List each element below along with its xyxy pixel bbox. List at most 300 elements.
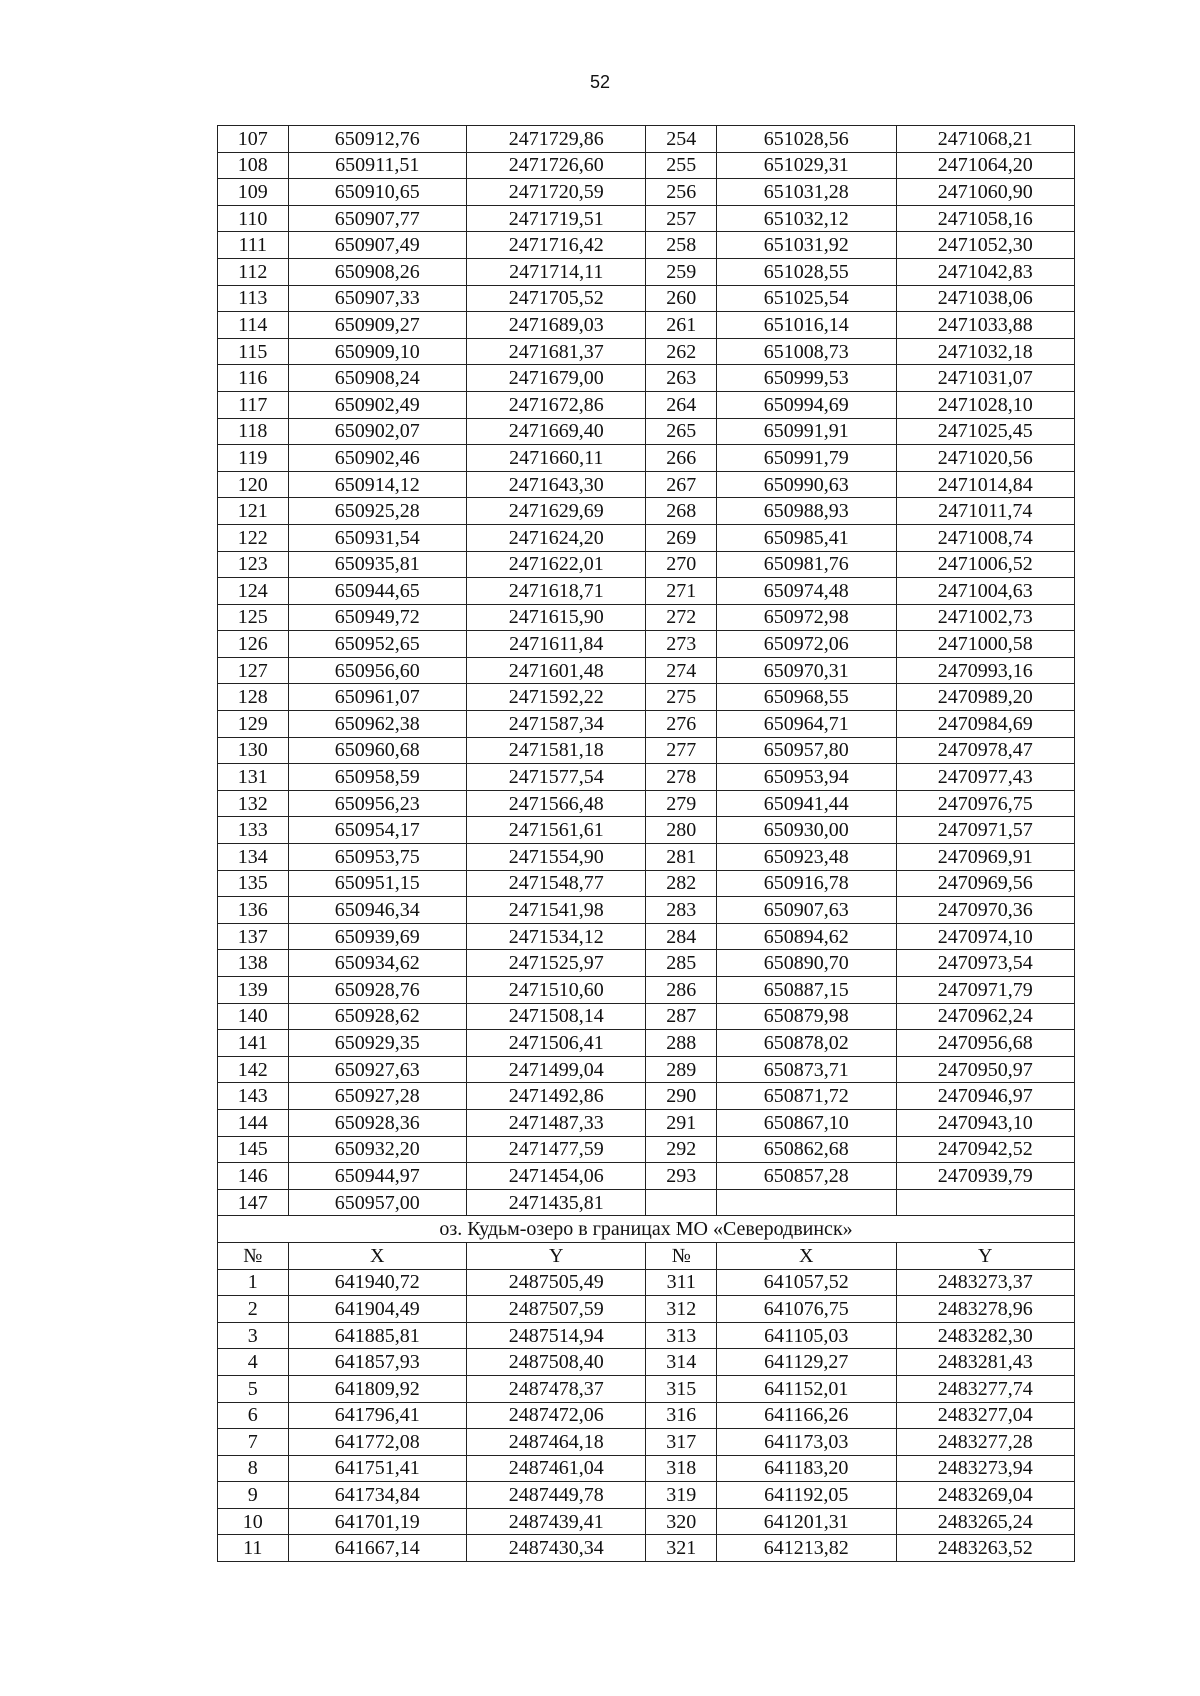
table-row — [218, 471, 1075, 498]
x-coordinate-cell: 650974,48 — [717, 578, 896, 605]
section-title: оз. Кудьм-озеро в границах МО «Северодвинск» — [218, 1216, 1075, 1243]
y-coordinate-cell: 2471006,52 — [896, 551, 1074, 578]
table-row — [218, 977, 1075, 1004]
point-number-cell: 11 — [218, 1535, 289, 1562]
table-row — [218, 1455, 1075, 1482]
y-coordinate-cell: 2483273,37 — [896, 1269, 1074, 1296]
y-coordinate-cell: 2471038,06 — [896, 285, 1074, 312]
table-row — [218, 923, 1075, 950]
y-coordinate-cell: 2471611,84 — [467, 631, 646, 658]
point-number-cell: 316 — [646, 1402, 717, 1429]
point-number-cell: 260 — [646, 285, 717, 312]
header-number-cell: № — [646, 1242, 717, 1269]
point-number-cell: 258 — [646, 232, 717, 259]
y-coordinate-cell: 2471669,40 — [467, 418, 646, 445]
x-coordinate-cell: 650961,07 — [288, 684, 466, 711]
x-coordinate-cell: 650970,31 — [717, 657, 896, 684]
x-coordinate-cell: 651029,31 — [717, 152, 896, 179]
x-coordinate-cell: 650878,02 — [717, 1030, 896, 1057]
y-coordinate-cell: 2483265,24 — [896, 1508, 1074, 1535]
y-coordinate-cell: 2487430,34 — [467, 1535, 646, 1562]
y-coordinate-cell: 2471716,42 — [467, 232, 646, 259]
x-coordinate-cell: 650968,55 — [717, 684, 896, 711]
x-coordinate-cell: 641885,81 — [288, 1322, 466, 1349]
table-row — [218, 418, 1075, 445]
y-coordinate-cell: 2483277,28 — [896, 1429, 1074, 1456]
table-row — [218, 498, 1075, 525]
y-coordinate-cell: 2471729,86 — [467, 126, 646, 153]
table-row — [218, 790, 1075, 817]
point-number-cell: 142 — [218, 1056, 289, 1083]
point-number-cell: 111 — [218, 232, 289, 259]
x-coordinate-cell: 650914,12 — [288, 471, 466, 498]
table-row — [218, 1136, 1075, 1163]
y-coordinate-cell: 2483277,04 — [896, 1402, 1074, 1429]
point-number-cell: 277 — [646, 737, 717, 764]
point-number-cell: 126 — [218, 631, 289, 658]
y-coordinate-cell: 2471577,54 — [467, 764, 646, 791]
x-coordinate-cell: 650902,46 — [288, 445, 466, 472]
point-number-cell: 136 — [218, 897, 289, 924]
section2-header-row — [218, 1242, 1075, 1269]
point-number-cell: 6 — [218, 1402, 289, 1429]
y-coordinate-cell: 2471454,06 — [467, 1163, 646, 1190]
y-coordinate-cell: 2470939,79 — [896, 1163, 1074, 1190]
table-row — [218, 365, 1075, 392]
x-coordinate-cell: 650907,33 — [288, 285, 466, 312]
point-number-cell: 273 — [646, 631, 717, 658]
table-row — [218, 764, 1075, 791]
table-row — [218, 737, 1075, 764]
x-coordinate-cell: 650953,94 — [717, 764, 896, 791]
x-coordinate-cell: 651028,55 — [717, 258, 896, 285]
y-coordinate-cell: 2471720,59 — [467, 179, 646, 206]
y-coordinate-cell: 2487464,18 — [467, 1429, 646, 1456]
x-coordinate-cell: 650972,98 — [717, 604, 896, 631]
point-number-cell: 120 — [218, 471, 289, 498]
y-coordinate-cell: 2471679,00 — [467, 365, 646, 392]
y-coordinate-cell: 2471618,71 — [467, 578, 646, 605]
y-coordinate-cell: 2483282,30 — [896, 1322, 1074, 1349]
y-coordinate-cell: 2487472,06 — [467, 1402, 646, 1429]
x-coordinate-cell: 651008,73 — [717, 338, 896, 365]
y-coordinate-cell: 2471020,56 — [896, 445, 1074, 472]
x-coordinate-cell: 650894,62 — [717, 923, 896, 950]
x-coordinate-cell: 650962,38 — [288, 711, 466, 738]
point-number-cell: 3 — [218, 1322, 289, 1349]
x-coordinate-cell: 650956,23 — [288, 790, 466, 817]
section1-body — [218, 126, 1075, 1216]
x-coordinate-cell: 650988,93 — [717, 498, 896, 525]
y-coordinate-cell: 2470971,57 — [896, 817, 1074, 844]
y-coordinate-cell: 2471011,74 — [896, 498, 1074, 525]
x-coordinate-cell: 641940,72 — [288, 1269, 466, 1296]
x-coordinate-cell: 650991,91 — [717, 418, 896, 445]
y-coordinate-cell: 2470974,10 — [896, 923, 1074, 950]
x-coordinate-cell: 650928,36 — [288, 1109, 466, 1136]
table-row — [218, 179, 1075, 206]
y-coordinate-cell: 2471714,11 — [467, 258, 646, 285]
x-coordinate-cell: 650944,97 — [288, 1163, 466, 1190]
header-number-cell: № — [218, 1242, 289, 1269]
y-coordinate-cell: 2471508,14 — [467, 1003, 646, 1030]
y-coordinate-cell: 2471643,30 — [467, 471, 646, 498]
point-number-cell: 127 — [218, 657, 289, 684]
y-coordinate-cell: 2483281,43 — [896, 1349, 1074, 1376]
point-number-cell: 114 — [218, 312, 289, 339]
x-coordinate-cell: 651016,14 — [717, 312, 896, 339]
table-row — [218, 1535, 1075, 1562]
x-coordinate-cell: 650985,41 — [717, 524, 896, 551]
y-coordinate-cell: 2471000,58 — [896, 631, 1074, 658]
y-coordinate-cell: 2471534,12 — [467, 923, 646, 950]
x-coordinate-cell: 651028,56 — [717, 126, 896, 153]
x-coordinate-cell: 650927,63 — [288, 1056, 466, 1083]
y-coordinate-cell: 2470984,69 — [896, 711, 1074, 738]
x-coordinate-cell: 641129,27 — [717, 1349, 896, 1376]
point-number-cell: 278 — [646, 764, 717, 791]
x-coordinate-cell: 650927,28 — [288, 1083, 466, 1110]
x-coordinate-cell: 641667,14 — [288, 1535, 466, 1562]
point-number-cell: 311 — [646, 1269, 717, 1296]
x-coordinate-cell: 650873,71 — [717, 1056, 896, 1083]
x-coordinate-cell: 650972,06 — [717, 631, 896, 658]
table-row — [218, 897, 1075, 924]
x-coordinate-cell: 650907,63 — [717, 897, 896, 924]
x-coordinate-cell: 641751,41 — [288, 1455, 466, 1482]
y-coordinate-cell: 2471660,11 — [467, 445, 646, 472]
x-coordinate-cell: 650999,53 — [717, 365, 896, 392]
y-coordinate-cell: 2471581,18 — [467, 737, 646, 764]
y-coordinate-cell: 2470962,24 — [896, 1003, 1074, 1030]
point-number-cell: 117 — [218, 391, 289, 418]
point-number-cell: 314 — [646, 1349, 717, 1376]
point-number-cell: 109 — [218, 179, 289, 206]
x-coordinate-cell: 650931,54 — [288, 524, 466, 551]
point-number-cell: 123 — [218, 551, 289, 578]
table-row — [218, 205, 1075, 232]
x-coordinate-cell: 651032,12 — [717, 205, 896, 232]
point-number-cell: 134 — [218, 844, 289, 871]
y-coordinate-cell: 2471060,90 — [896, 179, 1074, 206]
x-coordinate-cell: 650954,17 — [288, 817, 466, 844]
table-row — [218, 551, 1075, 578]
point-number-cell: 254 — [646, 126, 717, 153]
x-coordinate-cell: 650928,76 — [288, 977, 466, 1004]
x-coordinate-cell: 650960,68 — [288, 737, 466, 764]
table-row — [218, 870, 1075, 897]
x-coordinate-cell: 650857,28 — [717, 1163, 896, 1190]
x-coordinate-cell: 650946,34 — [288, 897, 466, 924]
y-coordinate-cell: 2471068,21 — [896, 126, 1074, 153]
y-coordinate-cell: 2471548,77 — [467, 870, 646, 897]
point-number-cell: 129 — [218, 711, 289, 738]
point-number-cell: 2 — [218, 1296, 289, 1323]
y-coordinate-cell: 2487505,49 — [467, 1269, 646, 1296]
x-coordinate-cell: 650902,07 — [288, 418, 466, 445]
x-coordinate-cell: 650923,48 — [717, 844, 896, 871]
x-coordinate-cell: 641192,05 — [717, 1482, 896, 1509]
y-coordinate-cell: 2471031,07 — [896, 365, 1074, 392]
y-coordinate-cell: 2470946,97 — [896, 1083, 1074, 1110]
table-row — [218, 1375, 1075, 1402]
header-y-cell: Y — [467, 1242, 646, 1269]
point-number-cell: 319 — [646, 1482, 717, 1509]
y-coordinate-cell: 2471592,22 — [467, 684, 646, 711]
point-number-cell: 139 — [218, 977, 289, 1004]
y-coordinate-cell: 2471624,20 — [467, 524, 646, 551]
header-x-cell: X — [288, 1242, 466, 1269]
x-coordinate-cell: 641201,31 — [717, 1508, 896, 1535]
y-coordinate-cell: 2471689,03 — [467, 312, 646, 339]
y-coordinate-cell: 2470973,54 — [896, 950, 1074, 977]
point-number-cell: 261 — [646, 312, 717, 339]
point-number-cell: 315 — [646, 1375, 717, 1402]
x-coordinate-cell: 650939,69 — [288, 923, 466, 950]
point-number-cell: 282 — [646, 870, 717, 897]
x-coordinate-cell: 650932,20 — [288, 1136, 466, 1163]
table-row — [218, 1189, 1075, 1216]
point-number-cell: 1 — [218, 1269, 289, 1296]
y-coordinate-cell: 2470969,91 — [896, 844, 1074, 871]
y-coordinate-cell: 2487449,78 — [467, 1482, 646, 1509]
x-coordinate-cell: 650887,15 — [717, 977, 896, 1004]
y-coordinate-cell: 2487478,37 — [467, 1375, 646, 1402]
point-number-cell: 267 — [646, 471, 717, 498]
x-coordinate-cell: 650981,76 — [717, 551, 896, 578]
table-row — [218, 152, 1075, 179]
y-coordinate-cell: 2487514,94 — [467, 1322, 646, 1349]
point-number-cell: 257 — [646, 205, 717, 232]
x-coordinate-cell: 641057,52 — [717, 1269, 896, 1296]
point-number-cell: 113 — [218, 285, 289, 312]
x-coordinate-cell: 651025,54 — [717, 285, 896, 312]
point-number-cell: 274 — [646, 657, 717, 684]
point-number-cell: 132 — [218, 790, 289, 817]
table-row — [218, 844, 1075, 871]
y-coordinate-cell: 2487508,40 — [467, 1349, 646, 1376]
table-row — [218, 126, 1075, 153]
point-number-cell: 265 — [646, 418, 717, 445]
y-coordinate-cell: 2487461,04 — [467, 1455, 646, 1482]
point-number-cell: 284 — [646, 923, 717, 950]
x-coordinate-cell: 650910,65 — [288, 179, 466, 206]
x-coordinate-cell: 650964,71 — [717, 711, 896, 738]
x-coordinate-cell: 650934,62 — [288, 950, 466, 977]
point-number-cell: 10 — [218, 1508, 289, 1535]
x-coordinate-cell: 650908,26 — [288, 258, 466, 285]
y-coordinate-cell: 2471541,98 — [467, 897, 646, 924]
table-row — [218, 391, 1075, 418]
point-number-cell: 138 — [218, 950, 289, 977]
x-coordinate-cell: 641183,20 — [717, 1455, 896, 1482]
x-coordinate-cell: 651031,92 — [717, 232, 896, 259]
point-number-cell: 9 — [218, 1482, 289, 1509]
y-coordinate-cell: 2471566,48 — [467, 790, 646, 817]
y-coordinate-cell: 2471052,30 — [896, 232, 1074, 259]
y-coordinate-cell: 2471487,33 — [467, 1109, 646, 1136]
x-coordinate-cell: 650944,65 — [288, 578, 466, 605]
x-coordinate-cell: 650907,49 — [288, 232, 466, 259]
y-coordinate-cell: 2470977,43 — [896, 764, 1074, 791]
y-coordinate-cell — [896, 1189, 1074, 1216]
point-number-cell: 266 — [646, 445, 717, 472]
y-coordinate-cell: 2471510,60 — [467, 977, 646, 1004]
point-number-cell: 269 — [646, 524, 717, 551]
point-number-cell: 4 — [218, 1349, 289, 1376]
point-number-cell: 131 — [218, 764, 289, 791]
point-number-cell: 115 — [218, 338, 289, 365]
point-number-cell: 146 — [218, 1163, 289, 1190]
y-coordinate-cell: 2470956,68 — [896, 1030, 1074, 1057]
x-coordinate-cell: 651031,28 — [717, 179, 896, 206]
table-row — [218, 285, 1075, 312]
x-coordinate-cell: 650907,77 — [288, 205, 466, 232]
table-row — [218, 445, 1075, 472]
y-coordinate-cell: 2483273,94 — [896, 1455, 1074, 1482]
point-number-cell: 140 — [218, 1003, 289, 1030]
x-coordinate-cell: 650957,00 — [288, 1189, 466, 1216]
y-coordinate-cell: 2470970,36 — [896, 897, 1074, 924]
y-coordinate-cell: 2470969,56 — [896, 870, 1074, 897]
point-number-cell: 262 — [646, 338, 717, 365]
point-number-cell: 119 — [218, 445, 289, 472]
x-coordinate-cell: 641173,03 — [717, 1429, 896, 1456]
y-coordinate-cell: 2483263,52 — [896, 1535, 1074, 1562]
section2-title-row — [218, 1216, 1075, 1243]
y-coordinate-cell: 2470943,10 — [896, 1109, 1074, 1136]
point-number-cell: 276 — [646, 711, 717, 738]
y-coordinate-cell: 2470976,75 — [896, 790, 1074, 817]
y-coordinate-cell: 2471506,41 — [467, 1030, 646, 1057]
point-number-cell: 283 — [646, 897, 717, 924]
table-row — [218, 578, 1075, 605]
y-coordinate-cell: 2471064,20 — [896, 152, 1074, 179]
table-row — [218, 1296, 1075, 1323]
point-number-cell: 256 — [646, 179, 717, 206]
table-row — [218, 1322, 1075, 1349]
table-row — [218, 338, 1075, 365]
point-number-cell: 143 — [218, 1083, 289, 1110]
y-coordinate-cell: 2471622,01 — [467, 551, 646, 578]
table-row — [218, 604, 1075, 631]
x-coordinate-cell: 650949,72 — [288, 604, 466, 631]
point-number-cell: 289 — [646, 1056, 717, 1083]
x-coordinate-cell: 650909,27 — [288, 312, 466, 339]
table-row — [218, 1429, 1075, 1456]
point-number-cell: 275 — [646, 684, 717, 711]
x-coordinate-cell: 650871,72 — [717, 1083, 896, 1110]
y-coordinate-cell: 2483277,74 — [896, 1375, 1074, 1402]
point-number-cell: 121 — [218, 498, 289, 525]
x-coordinate-cell: 650941,44 — [717, 790, 896, 817]
y-coordinate-cell: 2470971,79 — [896, 977, 1074, 1004]
x-coordinate-cell: 650928,62 — [288, 1003, 466, 1030]
y-coordinate-cell: 2471033,88 — [896, 312, 1074, 339]
point-number-cell: 7 — [218, 1429, 289, 1456]
x-coordinate-cell: 641772,08 — [288, 1429, 466, 1456]
point-number-cell: 8 — [218, 1455, 289, 1482]
point-number-cell: 5 — [218, 1375, 289, 1402]
x-coordinate-cell: 650912,76 — [288, 126, 466, 153]
point-number-cell: 279 — [646, 790, 717, 817]
point-number-cell: 122 — [218, 524, 289, 551]
table-row — [218, 1269, 1075, 1296]
y-coordinate-cell: 2471028,10 — [896, 391, 1074, 418]
x-coordinate-cell: 650890,70 — [717, 950, 896, 977]
y-coordinate-cell: 2471615,90 — [467, 604, 646, 631]
y-coordinate-cell: 2471004,63 — [896, 578, 1074, 605]
table-row — [218, 524, 1075, 551]
y-coordinate-cell: 2471726,60 — [467, 152, 646, 179]
table-row — [218, 684, 1075, 711]
point-number-cell: 290 — [646, 1083, 717, 1110]
x-coordinate-cell: 650909,10 — [288, 338, 466, 365]
point-number-cell: 116 — [218, 365, 289, 392]
x-coordinate-cell: 641734,84 — [288, 1482, 466, 1509]
x-coordinate-cell: 650911,51 — [288, 152, 466, 179]
y-coordinate-cell: 2471681,37 — [467, 338, 646, 365]
y-coordinate-cell: 2470950,97 — [896, 1056, 1074, 1083]
x-coordinate-cell: 641701,19 — [288, 1508, 466, 1535]
point-number-cell: 125 — [218, 604, 289, 631]
point-number-cell: 318 — [646, 1455, 717, 1482]
y-coordinate-cell: 2471435,81 — [467, 1189, 646, 1216]
table-row — [218, 258, 1075, 285]
x-coordinate-cell: 650952,65 — [288, 631, 466, 658]
point-number-cell: 287 — [646, 1003, 717, 1030]
point-number-cell: 133 — [218, 817, 289, 844]
table-row — [218, 1056, 1075, 1083]
point-number-cell — [646, 1189, 717, 1216]
x-coordinate-cell: 641857,93 — [288, 1349, 466, 1376]
table-row — [218, 711, 1075, 738]
x-coordinate-cell: 650956,60 — [288, 657, 466, 684]
point-number-cell: 285 — [646, 950, 717, 977]
point-number-cell: 135 — [218, 870, 289, 897]
y-coordinate-cell: 2483278,96 — [896, 1296, 1074, 1323]
y-coordinate-cell: 2483269,04 — [896, 1482, 1074, 1509]
y-coordinate-cell: 2471601,48 — [467, 657, 646, 684]
x-coordinate-cell: 650957,80 — [717, 737, 896, 764]
y-coordinate-cell: 2470978,47 — [896, 737, 1074, 764]
point-number-cell: 288 — [646, 1030, 717, 1057]
x-coordinate-cell: 641796,41 — [288, 1402, 466, 1429]
x-coordinate-cell: 641904,49 — [288, 1296, 466, 1323]
y-coordinate-cell: 2471032,18 — [896, 338, 1074, 365]
table-row — [218, 817, 1075, 844]
point-number-cell: 145 — [218, 1136, 289, 1163]
y-coordinate-cell: 2471525,97 — [467, 950, 646, 977]
table-row — [218, 312, 1075, 339]
coordinates-table — [217, 125, 1075, 1562]
y-coordinate-cell: 2471554,90 — [467, 844, 646, 871]
x-coordinate-cell: 650929,35 — [288, 1030, 466, 1057]
y-coordinate-cell: 2470989,20 — [896, 684, 1074, 711]
x-coordinate-cell: 650951,15 — [288, 870, 466, 897]
y-coordinate-cell: 2471492,86 — [467, 1083, 646, 1110]
x-coordinate-cell: 650958,59 — [288, 764, 466, 791]
y-coordinate-cell: 2471587,34 — [467, 711, 646, 738]
x-coordinate-cell — [717, 1189, 896, 1216]
point-number-cell: 291 — [646, 1109, 717, 1136]
y-coordinate-cell: 2471014,84 — [896, 471, 1074, 498]
y-coordinate-cell: 2471058,16 — [896, 205, 1074, 232]
point-number-cell: 286 — [646, 977, 717, 1004]
y-coordinate-cell: 2471629,69 — [467, 498, 646, 525]
point-number-cell: 130 — [218, 737, 289, 764]
table-row — [218, 657, 1075, 684]
